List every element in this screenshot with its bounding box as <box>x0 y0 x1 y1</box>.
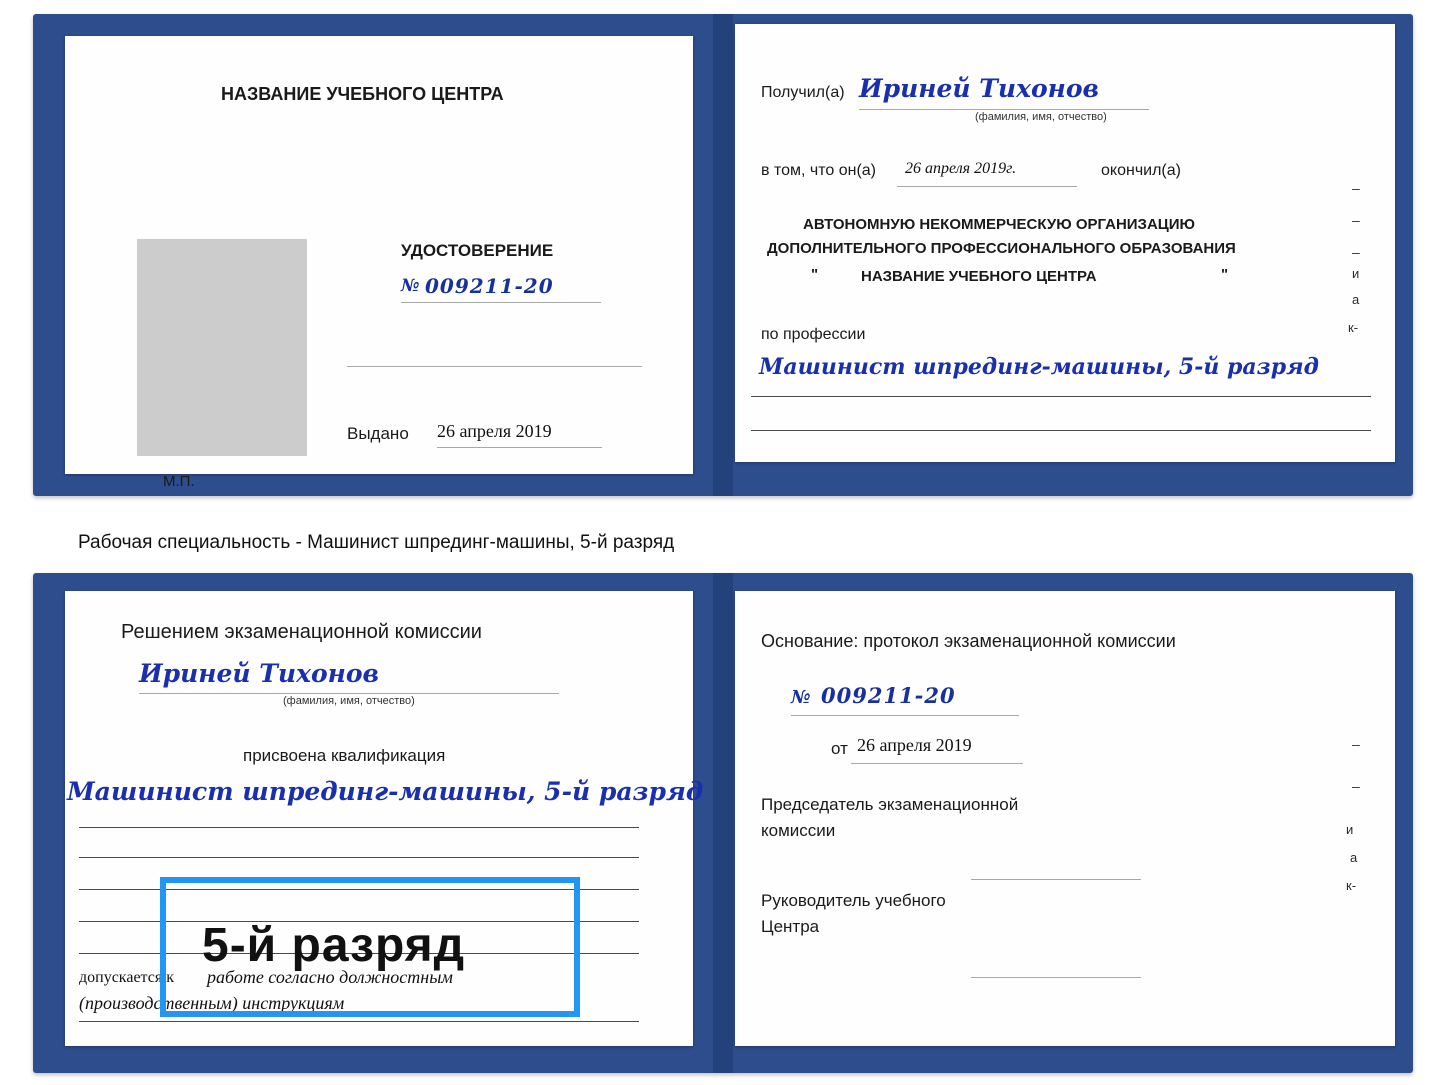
name-hint-bottom: (фамилия, имя, отчество) <box>283 695 415 707</box>
commission-title: Решением экзаменационной комиссии <box>121 621 482 643</box>
edge-fragment-top-1: – <box>1352 180 1360 196</box>
edge-fragment-top-3: – <box>1352 244 1360 260</box>
org-line-1: АВТОНОМНУЮ НЕКОММЕРЧЕСКУЮ ОРГАНИЗАЦИЮ <box>803 216 1195 233</box>
book-spine-bottom <box>713 573 733 1073</box>
protocol-number-symbol: № <box>791 687 812 708</box>
issued-label: Выдано <box>347 424 409 443</box>
profession-value: Машинист шпрединг-машины, 5-й разряд <box>759 354 1319 380</box>
that-he-label: в том, что он(а) <box>761 162 876 179</box>
completion-date: 26 апреля 2019г. <box>905 160 1017 177</box>
org-line-2: ДОПОЛНИТЕЛЬНОГО ПРОФЕССИОНАЛЬНОГО ОБРАЗОВАНИЯ <box>767 240 1236 257</box>
certificate-number: 009211-20 <box>425 274 554 298</box>
edge-fragment-top-2: – <box>1352 212 1360 228</box>
recipient-underline <box>859 109 1149 110</box>
person-name-underline <box>139 693 559 694</box>
date-prefix: от <box>831 739 848 758</box>
head-signature-line <box>971 977 1141 978</box>
page-caption: Рабочая специальность - Машинист шпрединг-машины, 5-й разряд <box>78 532 675 553</box>
edge-fragment-top-4: и <box>1352 266 1360 281</box>
bottom-right-page <box>735 591 1395 1046</box>
number-symbol: № <box>401 276 421 296</box>
rank-highlight-text: 5-й разряд <box>202 919 466 972</box>
edge-fragment-bottom-3: и <box>1346 822 1354 837</box>
form-line-2 <box>79 857 639 858</box>
recipient-name: Ириней Тихонов <box>859 74 1099 103</box>
profession-label: по профессии <box>761 326 866 343</box>
profession-underline <box>751 396 1371 397</box>
allowed-label: допускается к <box>79 969 174 986</box>
issued-date-underline <box>437 447 602 448</box>
chairman-signature-line <box>971 879 1141 880</box>
edge-fragment-top-6: к- <box>1348 320 1359 335</box>
form-line-1 <box>79 827 639 828</box>
protocol-number: 009211-20 <box>821 683 956 708</box>
blank-line-1 <box>347 366 642 367</box>
qualification-value: Машинист шпрединг-машины, 5-й разряд <box>67 777 704 806</box>
allowed-value-line1: работе согласно должностным <box>207 967 453 987</box>
issued-date: 26 апреля 2019 <box>437 421 552 441</box>
org-quote-open: " <box>811 266 819 283</box>
edge-fragment-top-5: а <box>1352 292 1360 307</box>
qualification-label: присвоена квалификация <box>243 746 446 765</box>
edge-fragment-bottom-4: а <box>1350 850 1358 865</box>
form-line-6 <box>79 1021 639 1022</box>
protocol-number-underline <box>791 715 1019 716</box>
received-label: Получил(а) <box>761 84 845 101</box>
protocol-date: 26 апреля 2019 <box>857 735 972 755</box>
number-underline <box>401 302 601 303</box>
basis-label: Основание: протокол экзаменационной комиссии <box>761 631 1176 651</box>
org-name: НАЗВАНИЕ УЧЕБНОГО ЦЕНТРА <box>861 268 1097 285</box>
chairman-line-2: комиссии <box>761 821 836 840</box>
finished-label: окончил(а) <box>1101 162 1181 179</box>
head-line-2: Центра <box>761 917 820 936</box>
protocol-date-underline <box>851 763 1023 764</box>
completion-date-underline <box>897 186 1077 187</box>
photo-placeholder <box>137 239 307 456</box>
org-quote-close: " <box>1221 266 1229 283</box>
edge-fragment-bottom-5: к- <box>1346 878 1357 893</box>
head-line-1: Руководитель учебного <box>761 891 946 910</box>
certificate-book-top <box>33 14 1413 496</box>
top-right-page <box>735 24 1395 462</box>
person-name: Ириней Тихонов <box>139 659 379 688</box>
document-type: УДОСТОВЕРЕНИЕ <box>401 241 554 260</box>
center-title: НАЗВАНИЕ УЧЕБНОГО ЦЕНТРА <box>221 84 504 104</box>
name-hint: (фамилия, имя, отчество) <box>975 111 1107 123</box>
blank-line-2 <box>751 430 1371 431</box>
top-left-page <box>65 36 693 490</box>
edge-fragment-bottom-1: – <box>1352 736 1360 752</box>
stamp-label: М.П. <box>163 473 195 490</box>
allowed-value-line2: (производственным) инструкциям <box>79 993 345 1013</box>
book-spine-top <box>713 14 733 496</box>
chairman-line-1: Председатель экзаменационной <box>761 795 1019 814</box>
edge-fragment-bottom-2: – <box>1352 778 1360 794</box>
